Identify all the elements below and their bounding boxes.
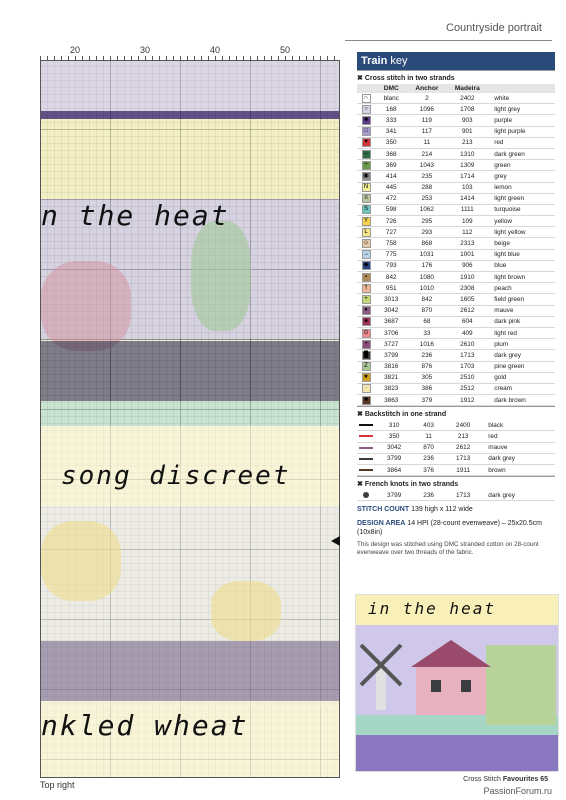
anchor-code: 2 <box>407 93 446 104</box>
chart-text-line: nkled wheat <box>41 709 249 742</box>
madeira-code: 2610 <box>446 339 488 350</box>
madeira-code: 1703 <box>446 361 488 372</box>
key-row <box>357 171 555 182</box>
stitching-note: This design was stitched using DMC stranded cotton on 28-count evenweave over two threads of the fabric. <box>357 540 539 557</box>
colour-name: blue <box>488 260 555 271</box>
colour-name: grey <box>488 171 555 182</box>
madeira-code: 1310 <box>446 148 488 159</box>
dmc-code: 951 <box>375 283 407 294</box>
thread-swatch-icon: ♥ <box>362 138 371 147</box>
madeira-code: 213 <box>446 137 488 148</box>
madeira-code: 1111 <box>446 204 488 215</box>
section-title: Countryside portrait <box>446 22 542 34</box>
section-rule <box>345 40 552 41</box>
anchor-code: 214 <box>407 148 446 159</box>
key-row <box>357 465 555 476</box>
colour-name: dark grey <box>482 453 555 464</box>
madeira-code: 1708 <box>446 104 488 115</box>
colour-name: peach <box>488 283 555 294</box>
symbol-cell <box>357 490 375 501</box>
symbol-cell <box>357 431 375 442</box>
ruler-number: 30 <box>140 45 151 55</box>
thread-swatch-icon: L <box>362 228 371 237</box>
key-row <box>357 238 555 249</box>
anchor-code: 403 <box>413 420 444 431</box>
key-row <box>357 204 555 215</box>
thread-swatch-icon: N <box>362 183 371 192</box>
colour-name: dark pink <box>488 316 555 327</box>
chart-cottage <box>41 261 131 351</box>
backstitch-line-icon <box>359 424 373 426</box>
anchor-code: 288 <box>407 182 446 193</box>
madeira-code: 109 <box>446 216 488 227</box>
column-header: Madeira <box>446 84 488 93</box>
dmc-code: 3042 <box>375 442 413 453</box>
anchor-code: 176 <box>407 260 446 271</box>
thread-swatch-icon: ⬦ <box>362 239 371 248</box>
dmc-code: 3687 <box>375 316 407 327</box>
symbol-cell <box>357 238 375 249</box>
thread-swatch-icon: ▪ <box>362 273 371 282</box>
anchor-code: 1062 <box>407 204 446 215</box>
colour-name: black <box>482 420 555 431</box>
ruler-number: 50 <box>280 45 291 55</box>
symbol-cell <box>357 327 375 338</box>
colour-name: beige <box>488 238 555 249</box>
dmc-code: 3799 <box>375 490 413 501</box>
colour-name: light purple <box>488 126 555 137</box>
colour-name: white <box>488 93 555 104</box>
key-row <box>357 283 555 294</box>
dmc-code: 369 <box>375 160 407 171</box>
thread-swatch-icon: ÷ <box>362 161 371 170</box>
colour-name: red <box>482 431 555 442</box>
stitch-count: STITCH COUNT 139 high x 112 wide <box>357 506 473 514</box>
symbol-cell <box>357 361 375 372</box>
column-header: DMC <box>375 84 407 93</box>
anchor-code: 1096 <box>407 104 446 115</box>
colour-name: plum <box>488 339 555 350</box>
cross-stitch-heading: ✖ Cross stitch in two strands <box>357 70 555 84</box>
key-row <box>357 350 555 361</box>
colour-name: light yellow <box>488 227 555 238</box>
anchor-code: 1080 <box>407 272 446 283</box>
chart-band-river <box>41 401 339 426</box>
dmc-code: 414 <box>375 171 407 182</box>
colour-name: lemon <box>488 182 555 193</box>
anchor-code: 376 <box>413 465 444 476</box>
colour-name: dark grey <box>488 350 555 361</box>
dmc-code: 350 <box>375 137 407 148</box>
backstitch-heading: ✖ Backstitch in one strand <box>357 406 555 420</box>
dmc-code: blanc <box>375 93 407 104</box>
anchor-code: 379 <box>407 395 446 406</box>
thread-key <box>357 52 555 558</box>
symbol-cell <box>357 372 375 383</box>
symbol-cell <box>357 104 375 115</box>
colour-name: brown <box>482 465 555 476</box>
key-row <box>357 442 555 453</box>
anchor-code: 295 <box>407 216 446 227</box>
thread-swatch-icon: + <box>362 295 371 304</box>
madeira-code: 1911 <box>444 465 482 476</box>
thread-swatch-icon: ♦ <box>362 306 371 315</box>
thread-swatch-icon: ▣ <box>363 172 369 179</box>
symbol-cell <box>357 227 375 238</box>
thread-swatch-icon: ○ <box>362 105 371 114</box>
symbol-cell <box>357 216 375 227</box>
chart-band-sky <box>41 61 339 111</box>
anchor-code: 293 <box>407 227 446 238</box>
madeira-code: 2400 <box>444 420 482 431</box>
chart-band-text <box>41 119 339 199</box>
key-row <box>357 260 555 271</box>
dmc-code: 3727 <box>375 339 407 350</box>
key-row <box>357 453 555 464</box>
anchor-code: 236 <box>407 350 446 361</box>
backstitch-table <box>357 420 555 476</box>
thread-swatch-icon: ■ <box>362 396 371 405</box>
symbol-cell <box>357 160 375 171</box>
thread-swatch-icon: ⊙ <box>363 329 369 336</box>
anchor-code: 305 <box>407 372 446 383</box>
key-row <box>357 104 555 115</box>
dmc-code: 445 <box>375 182 407 193</box>
symbol-cell <box>357 272 375 283</box>
key-row <box>357 115 555 126</box>
key-row <box>357 160 555 171</box>
colour-name: purple <box>488 115 555 126</box>
thread-swatch-icon: ■ <box>362 116 371 125</box>
dmc-code: 168 <box>375 104 407 115</box>
colour-name: yellow <box>488 216 555 227</box>
key-title: Train key <box>357 52 555 70</box>
french-knots-table <box>357 490 555 501</box>
madeira-code: 1912 <box>446 395 488 406</box>
thread-swatch-icon: ◈ <box>362 317 371 326</box>
chart-band-hedge <box>41 341 339 401</box>
preview-text: in the heat <box>368 599 496 618</box>
thread-swatch-icon: Z <box>362 362 371 371</box>
key-row <box>357 294 555 305</box>
backstitch-line-icon <box>359 435 373 437</box>
anchor-code: 1031 <box>407 249 446 260</box>
thread-swatch-icon: • <box>362 340 371 349</box>
design-area: DESIGN AREA 14 HPI (28-count evenweave) – 25x20.5cm (10x8in) <box>357 519 542 537</box>
column-header: Anchor <box>407 84 446 93</box>
dmc-code: 775 <box>375 249 407 260</box>
thread-swatch-icon: █ <box>362 351 371 360</box>
madeira-code: 1001 <box>446 249 488 260</box>
symbol-cell <box>357 420 375 431</box>
chart-band-field <box>41 641 339 701</box>
colour-name: light grey <box>488 104 555 115</box>
ruler-number: 40 <box>210 45 221 55</box>
symbol-cell <box>357 115 375 126</box>
thread-swatch-icon: S <box>362 205 371 214</box>
madeira-code: 409 <box>446 327 488 338</box>
symbol-cell <box>357 316 375 327</box>
chart-tree <box>191 221 251 331</box>
symbol-cell <box>357 395 375 406</box>
anchor-code: 253 <box>407 193 446 204</box>
chart-caption: Top right <box>40 780 75 790</box>
dmc-code: 368 <box>375 148 407 159</box>
colour-name: dark brown <box>488 395 555 406</box>
key-row <box>357 395 555 406</box>
thread-swatch-icon: Y <box>362 217 371 226</box>
dmc-code: 3821 <box>375 372 407 383</box>
chart-cloud <box>211 581 281 641</box>
anchor-code: 1010 <box>407 283 446 294</box>
dmc-code: 3816 <box>375 361 407 372</box>
thread-swatch-icon: ∩ <box>362 94 371 103</box>
madeira-code: 1713 <box>444 453 482 464</box>
anchor-code: 33 <box>407 327 446 338</box>
key-row <box>357 137 555 148</box>
centre-arrow-icon <box>331 536 340 546</box>
madeira-code: 2402 <box>446 93 488 104</box>
anchor-code: 868 <box>407 238 446 249</box>
backstitch-line-icon <box>359 469 373 471</box>
symbol-cell <box>357 204 375 215</box>
key-row <box>357 216 555 227</box>
backstitch-line-icon <box>359 447 373 449</box>
colour-name: dark green <box>488 148 555 159</box>
madeira-code: 213 <box>444 431 482 442</box>
symbol-cell <box>357 93 375 104</box>
colour-name: field green <box>488 294 555 305</box>
anchor-code: 870 <box>413 442 444 453</box>
ruler-number: 20 <box>70 45 81 55</box>
symbol-cell <box>357 453 375 464</box>
symbol-cell <box>357 137 375 148</box>
key-row <box>357 272 555 283</box>
madeira-code: 604 <box>446 316 488 327</box>
madeira-code: 1309 <box>446 160 488 171</box>
symbol-cell <box>357 305 375 316</box>
symbol-cell <box>357 182 375 193</box>
colour-name: mauve <box>488 305 555 316</box>
madeira-code: 1910 <box>446 272 488 283</box>
colour-name: light red <box>488 327 555 338</box>
madeira-code: 1414 <box>446 193 488 204</box>
french-knot-icon <box>363 492 369 498</box>
dmc-code: 793 <box>375 260 407 271</box>
dmc-code: 3799 <box>375 350 407 361</box>
madeira-code: 901 <box>446 126 488 137</box>
madeira-code: 1713 <box>446 350 488 361</box>
madeira-code: 1605 <box>446 294 488 305</box>
key-row <box>357 193 555 204</box>
madeira-code: 2510 <box>446 372 488 383</box>
symbol-cell <box>357 383 375 394</box>
thread-swatch-icon: ◆ <box>362 261 371 270</box>
dmc-code: 727 <box>375 227 407 238</box>
key-row <box>357 327 555 338</box>
symbol-cell <box>357 148 375 159</box>
anchor-code: 876 <box>407 361 446 372</box>
thread-swatch-icon: ≡ <box>362 194 371 203</box>
anchor-code: 1043 <box>407 160 446 171</box>
thread-swatch-icon: · <box>362 384 371 393</box>
anchor-code: 11 <box>413 431 444 442</box>
dmc-code: 310 <box>375 420 413 431</box>
key-row <box>357 383 555 394</box>
key-row <box>357 126 555 137</box>
colour-name: gold <box>488 372 555 383</box>
symbol-cell <box>357 350 375 361</box>
colour-name: light brown <box>488 272 555 283</box>
dmc-code: 3823 <box>375 383 407 394</box>
chart-text-line: song discreet <box>61 461 291 491</box>
dmc-code: 3864 <box>375 465 413 476</box>
key-row <box>357 93 555 104</box>
preview-scene <box>356 595 558 771</box>
watermark: PassionForum.ru <box>483 786 552 796</box>
dmc-code: 472 <box>375 193 407 204</box>
dmc-code: 726 <box>375 216 407 227</box>
symbol-cell <box>357 126 375 137</box>
chart-cloud <box>41 521 121 601</box>
key-row <box>357 227 555 238</box>
thread-swatch-icon: † <box>362 284 371 293</box>
key-row <box>357 182 555 193</box>
madeira-code: 2313 <box>446 238 488 249</box>
anchor-code: 236 <box>413 490 444 501</box>
madeira-code: 906 <box>446 260 488 271</box>
anchor-code: 870 <box>407 305 446 316</box>
symbol-cell <box>357 339 375 350</box>
anchor-code: 11 <box>407 137 446 148</box>
colour-name: cream <box>488 383 555 394</box>
backstitch-line-icon <box>359 458 373 460</box>
dmc-code: 3863 <box>375 395 407 406</box>
anchor-code: 236 <box>413 453 444 464</box>
dmc-code: 333 <box>375 115 407 126</box>
key-row <box>357 249 555 260</box>
dmc-code: 3799 <box>375 453 413 464</box>
anchor-code: 842 <box>407 294 446 305</box>
anchor-code: 235 <box>407 171 446 182</box>
colour-name: mauve <box>482 442 555 453</box>
key-row <box>357 361 555 372</box>
colour-name: light green <box>488 193 555 204</box>
madeira-code: 112 <box>446 227 488 238</box>
key-row <box>357 431 555 442</box>
symbol-cell <box>357 283 375 294</box>
symbol-cell <box>357 294 375 305</box>
cross-stitch-chart <box>40 60 340 778</box>
madeira-code: 2308 <box>446 283 488 294</box>
symbol-cell <box>357 193 375 204</box>
chart-text-line: n the heat <box>41 199 230 232</box>
cross-stitch-table <box>357 84 555 406</box>
french-knots-heading: ✖ French knots in two strands <box>357 476 555 490</box>
symbol-cell <box>357 249 375 260</box>
anchor-code: 68 <box>407 316 446 327</box>
dmc-code: 598 <box>375 204 407 215</box>
thread-swatch-icon: □ <box>362 127 371 136</box>
colour-name: light blue <box>488 249 555 260</box>
dmc-code: 758 <box>375 238 407 249</box>
symbol-cell <box>357 171 375 182</box>
dmc-code: 3042 <box>375 305 407 316</box>
symbol-cell <box>357 465 375 476</box>
symbol-cell <box>357 260 375 271</box>
thread-swatch-icon: ─ <box>362 150 371 159</box>
key-row <box>357 339 555 350</box>
anchor-code: 1016 <box>407 339 446 350</box>
madeira-code: 2612 <box>444 442 482 453</box>
thread-swatch-icon: → <box>363 251 369 258</box>
thread-swatch-icon: ★ <box>363 374 369 381</box>
dmc-code: 341 <box>375 126 407 137</box>
dmc-code: 842 <box>375 272 407 283</box>
anchor-code: 117 <box>407 126 446 137</box>
key-row <box>357 490 555 501</box>
key-row <box>357 372 555 383</box>
madeira-code: 903 <box>446 115 488 126</box>
colour-name: pine green <box>488 361 555 372</box>
dmc-code: 350 <box>375 431 413 442</box>
key-row <box>357 148 555 159</box>
key-row <box>357 316 555 327</box>
dmc-code: 3706 <box>375 327 407 338</box>
dmc-code: 3013 <box>375 294 407 305</box>
colour-name: turquoise <box>488 204 555 215</box>
chart-band-border <box>41 111 339 119</box>
madeira-code: 2612 <box>446 305 488 316</box>
key-row <box>357 420 555 431</box>
madeira-code: 1713 <box>444 490 482 501</box>
symbol-cell <box>357 442 375 453</box>
anchor-code: 386 <box>407 383 446 394</box>
design-preview-image <box>355 594 559 772</box>
madeira-code: 103 <box>446 182 488 193</box>
colour-name: dark grey <box>482 490 555 501</box>
page-footer: Cross Stitch Favourites 65 <box>463 776 548 783</box>
colour-name: red <box>488 137 555 148</box>
colour-name: green <box>488 160 555 171</box>
key-row <box>357 305 555 316</box>
anchor-code: 119 <box>407 115 446 126</box>
madeira-code: 2512 <box>446 383 488 394</box>
madeira-code: 1714 <box>446 171 488 182</box>
